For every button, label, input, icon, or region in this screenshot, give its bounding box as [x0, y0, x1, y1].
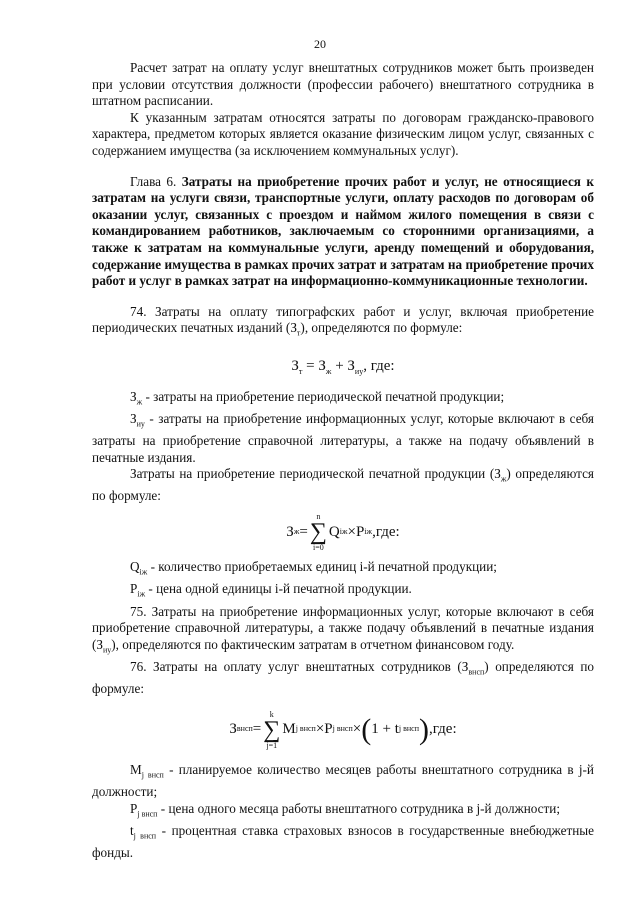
page-number: 20	[314, 37, 326, 51]
periodicals-paragraph: Затраты на приобретение периодической печатной продукции $(З_ж)$ определяются по формуле:	[92, 466, 594, 504]
definition-m: $M_{j внсп}$ - планируемое количество месяцев работы внештатного сотрудника в j-й должности;	[92, 761, 594, 799]
definition-zzh: $З_ж$ - затраты на приобретение периодической печатной продукции;	[130, 388, 505, 407]
definition-q: $Q_{iж}$ - количество приобретаемых единиц i-й печатной продукции;	[130, 559, 497, 577]
definition-ziu: $З_{иу}$ - затраты на приобретение информационных услуг, которые включают в себя затраты на приобретение справочной литературы, а также на подачу объявлений в печатные издания.	[92, 410, 594, 465]
item-76-paragraph: 76. Затраты на оплату услуг внештатных сотрудников $(З_{внсп})$ определяются по формуле:	[92, 658, 594, 697]
item-74-paragraph: 74. Затраты на оплату типографских работ и услуг, включая приобретение периодических печатных изданий $(З_т)$, определяются по формуле:	[92, 303, 594, 338]
definition-pj: $P_{j внсп}$ - цена одного месяца работы внештатного сотрудника в j-й должности;	[130, 800, 561, 819]
formula-freelance: З внсп = k ∑ j=1 M j внсп × P j внсп × ( 1 + t j внсп ) ,где:	[229, 709, 457, 750]
sum-symbol: n ∑ i=0	[309, 512, 327, 553]
item-75-paragraph: 75. Затраты на приобретение информационных услуг, которые включают в себя приобретение справочной литературы, а также подачу объявлений в печатные издания $(З_{иу})$, определяются по фактическим затратам в отчетном финансовом году.	[92, 603, 594, 655]
definition-t: $t_{j внсп}$ - процентная ставка страховых взносов в государственные внебюджетные фонды.	[92, 822, 594, 861]
intro-paragraph-1: Расчет затрат на оплату услуг внештатных сотрудников может быть произведен при условии отсутствия должности (профессии рабочего) внештатного сотрудника в штатном расписании.	[92, 60, 594, 109]
definition-p: $P_{iж}$ - цена одной единицы i-й печатной продукции.	[130, 581, 412, 599]
formula-periodicals: З ж = n ∑ i=0 Q iж × P iж ,где:	[286, 512, 400, 553]
sum-symbol: k ∑ j=1	[263, 709, 281, 750]
chapter-title: Затраты на приобретение прочих работ и услуг, не относящиеся к затратам на услуги связи, транспортные услуги, оплату расходов по договорам об оказании услуг, связанных с проездом и наймом жилого помещения в связи с командированием работников, заключаемым со сторонними организациями, а также к затратам на коммунальные услуги, аренду помещений и оборудования, содержание имущества в рамках прочих затрат и затратам на приобретение прочих работ и услуг в рамках затрат на информационно-коммуникационные технологии.	[92, 173, 594, 289]
chapter-prefix: Глава 6.	[130, 173, 177, 189]
formula-typography: $З_т = З_ж + З_{иу}$, где:	[291, 357, 395, 376]
document-body	[92, 60, 594, 862]
chapter-heading	[92, 174, 594, 290]
intro-paragraph-2: К указанным затратам относятся затраты по договорам гражданско-правового характера, предметом которых является оказание физическим лицом услуг, связанных с содержанием имущества (за исключением коммунальных услуг).	[92, 109, 594, 158]
